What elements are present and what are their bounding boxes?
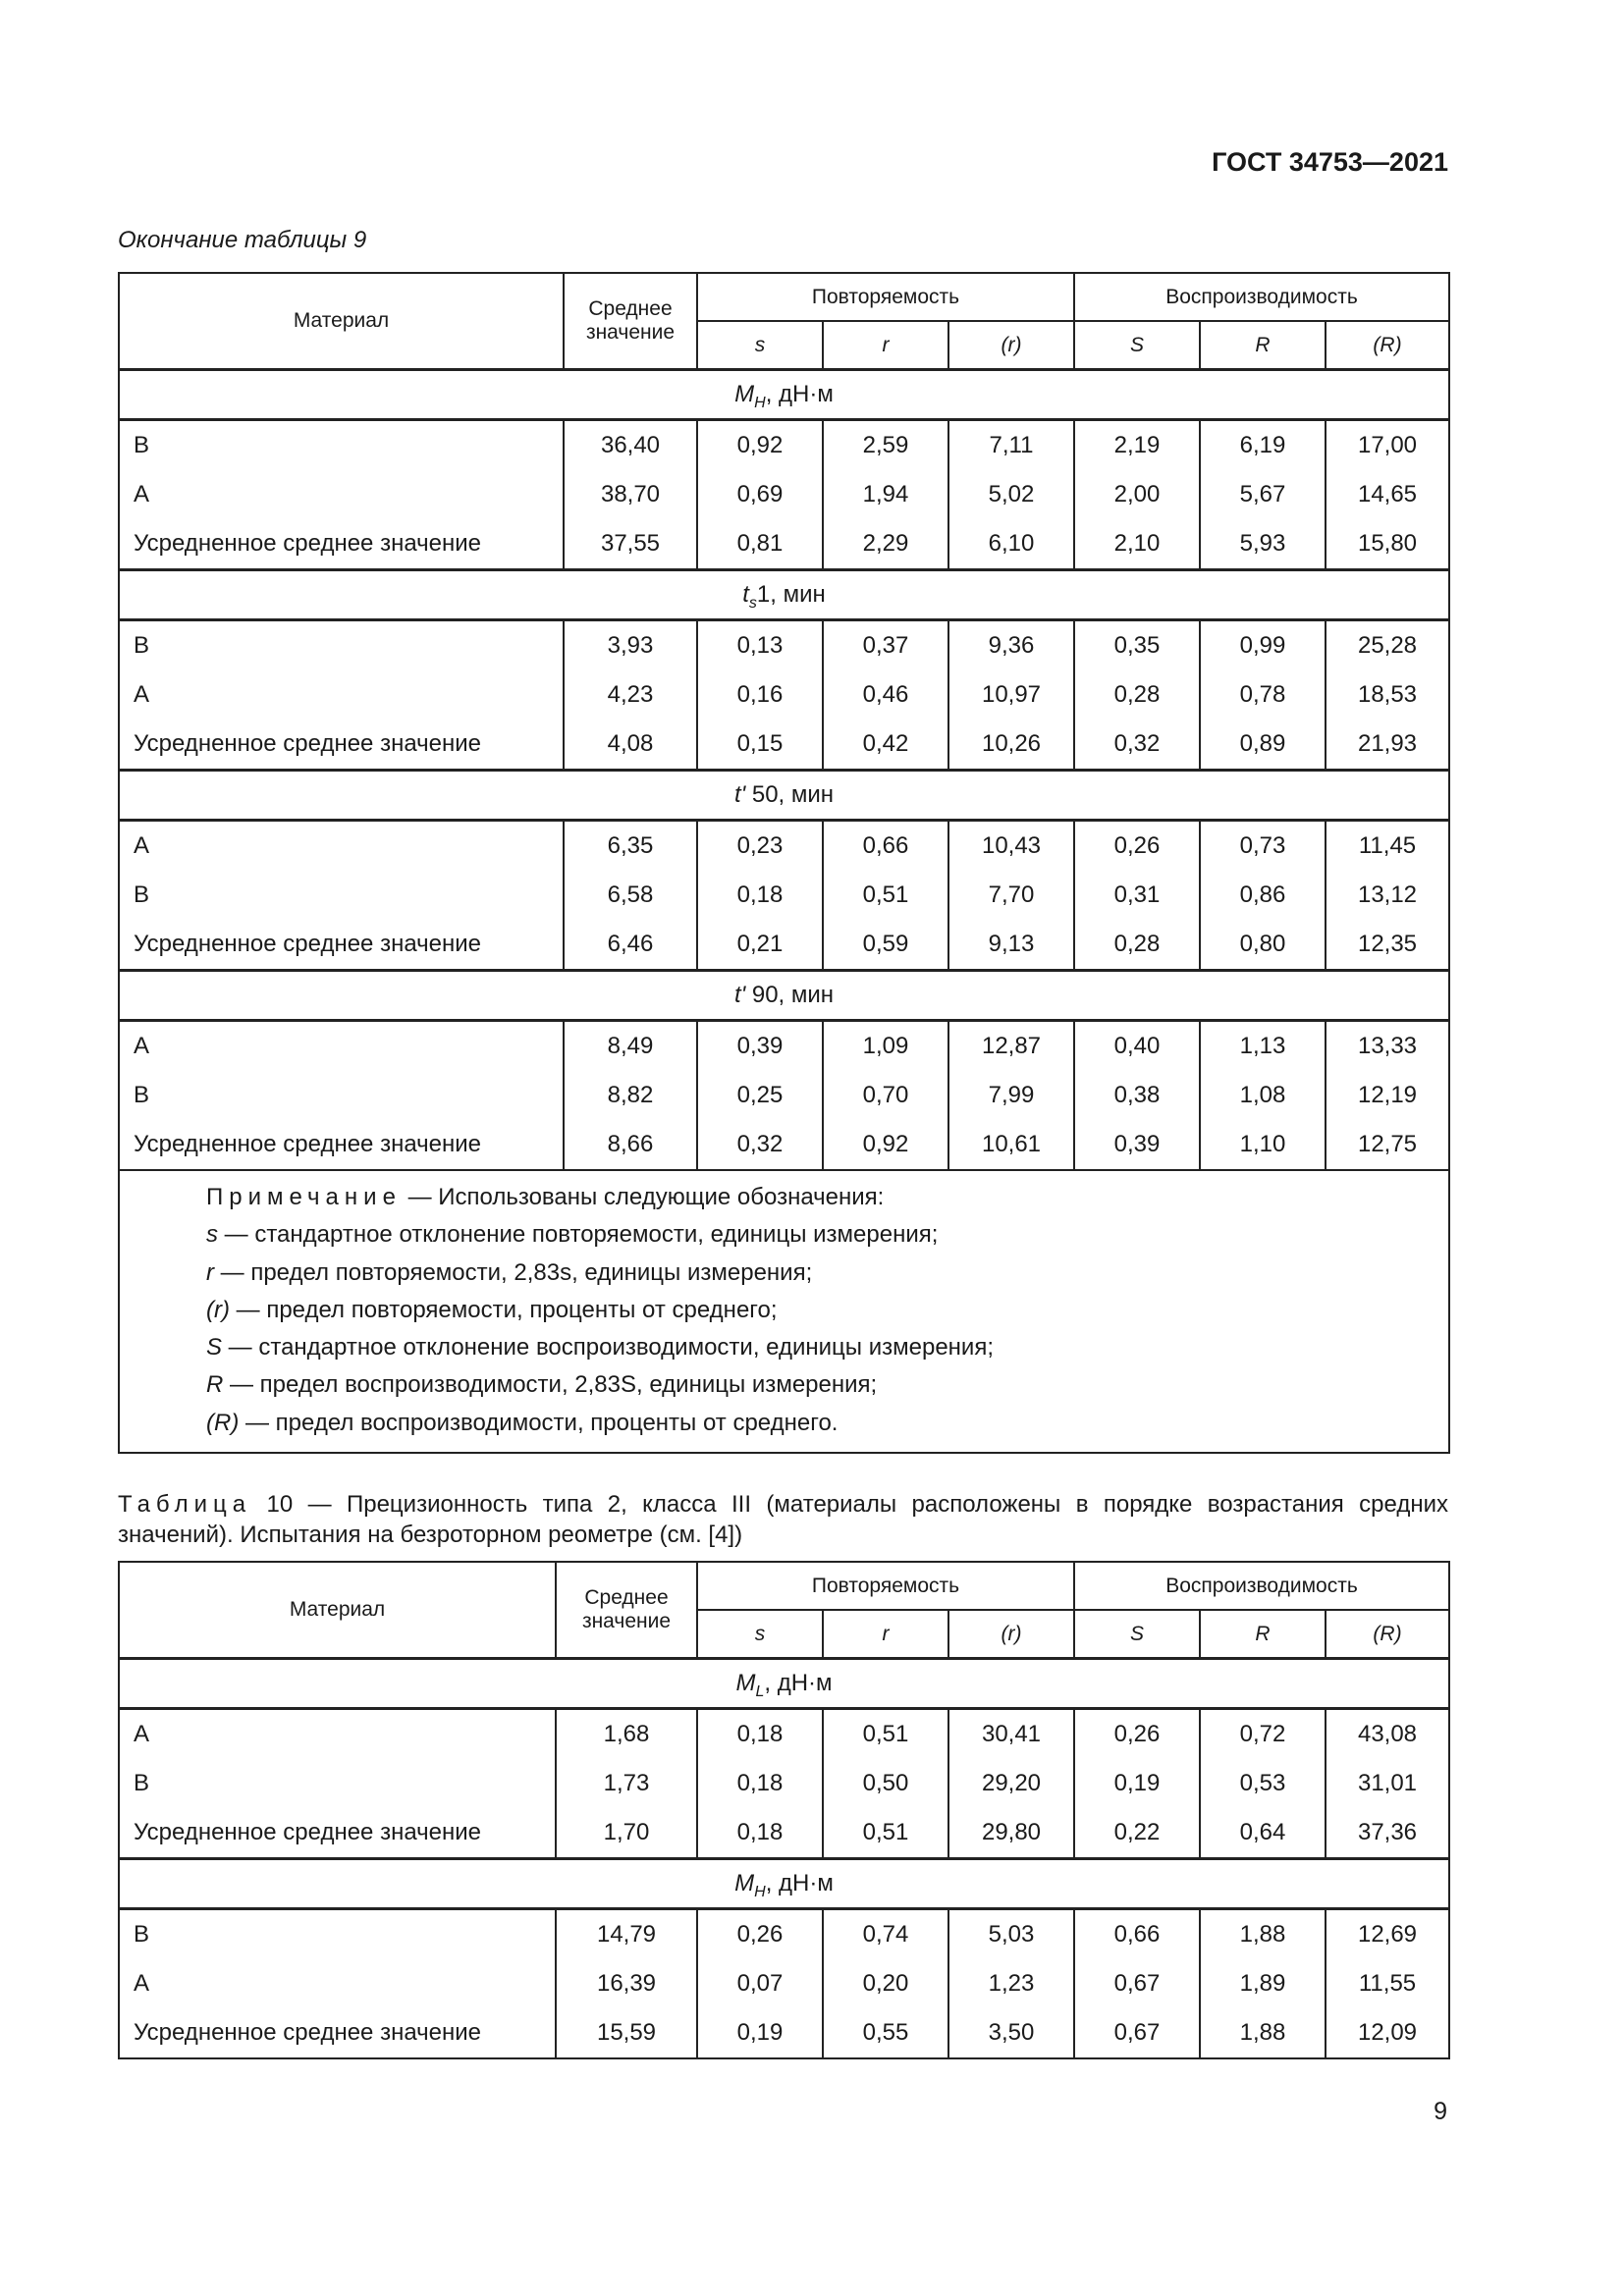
page-number: 9 [1434, 2098, 1447, 2125]
material-cell: А [119, 821, 564, 872]
value-cell: 29,20 [948, 1759, 1074, 1808]
value-cell: 4,23 [564, 670, 697, 720]
section-header: $t_s1$, мин [119, 570, 1449, 620]
col-reproducibility: Воспроизводимость [1074, 1562, 1449, 1610]
section-header: $M_H$, дН·м [119, 1859, 1449, 1909]
value-cell: 2,10 [1074, 519, 1200, 570]
value-cell: 0,51 [823, 871, 948, 920]
value-cell: 0,18 [697, 1759, 823, 1808]
value-cell: 2,19 [1074, 420, 1200, 471]
table-10 [118, 1561, 1450, 2059]
note-item: s — стандартное отклонение повторяемости, единицы измерения; [206, 1221, 939, 1249]
table-row [119, 920, 1449, 971]
col-r: r [823, 1610, 948, 1659]
value-cell: 0,16 [697, 670, 823, 720]
value-cell: 31,01 [1326, 1759, 1449, 1808]
value-cell: 0,72 [1200, 1709, 1326, 1760]
value-cell: 3,50 [948, 2008, 1074, 2058]
value-cell: 43,08 [1326, 1709, 1449, 1760]
col-R: R [1200, 321, 1326, 370]
col-R: R [1200, 1610, 1326, 1659]
value-cell: 0,18 [697, 871, 823, 920]
value-cell: 12,09 [1326, 2008, 1449, 2058]
value-cell: 29,80 [948, 1808, 1074, 1859]
value-cell: 5,67 [1200, 470, 1326, 519]
material-cell: А [119, 1959, 556, 2008]
value-cell: 14,65 [1326, 470, 1449, 519]
value-cell: 0,50 [823, 1759, 948, 1808]
table-row [119, 470, 1449, 519]
section-header: $M_H$, дН·м [119, 370, 1449, 420]
table-row [119, 1709, 1449, 1760]
value-cell: 9,13 [948, 920, 1074, 971]
value-cell: 12,35 [1326, 920, 1449, 971]
value-cell: 0,19 [697, 2008, 823, 2058]
table-row [119, 420, 1449, 471]
note-heading: Примечание — Использованы следующие обозначения: [206, 1184, 885, 1210]
value-cell: 0,69 [697, 470, 823, 519]
col-repeatability: Повторяемость [697, 1562, 1074, 1610]
col-mean: Среднее значение [564, 273, 697, 370]
value-cell: 0,18 [697, 1709, 823, 1760]
value-cell: 3,93 [564, 620, 697, 671]
value-cell: 6,35 [564, 821, 697, 872]
value-cell: 2,59 [823, 420, 948, 471]
value-cell: 0,21 [697, 920, 823, 971]
value-cell: 1,23 [948, 1959, 1074, 2008]
value-cell: 0,46 [823, 670, 948, 720]
value-cell: 5,93 [1200, 519, 1326, 570]
value-cell: 0,28 [1074, 920, 1200, 971]
table10-caption: Таблица 10 — Прецизионность типа 2, класса III (материалы расположены в порядке возрастания средних значений). Испытания на безроторном реометре (см. [4]) [118, 1491, 1448, 1548]
table-row [119, 1759, 1449, 1808]
table-9 [118, 272, 1450, 1454]
material-cell: В [119, 1759, 556, 1808]
value-cell: 1,08 [1200, 1071, 1326, 1120]
col-repeatability: Повторяемость [697, 273, 1074, 321]
material-cell: В [119, 871, 564, 920]
material-cell: А [119, 470, 564, 519]
value-cell: 0,53 [1200, 1759, 1326, 1808]
value-cell: 1,89 [1200, 1959, 1326, 2008]
value-cell: 0,74 [823, 1909, 948, 1960]
value-cell: 6,10 [948, 519, 1074, 570]
col-s: s [697, 1610, 823, 1659]
col-reproducibility: Воспроизводимость [1074, 273, 1449, 321]
value-cell: 15,80 [1326, 519, 1449, 570]
col-s: s [697, 321, 823, 370]
value-cell: 0,99 [1200, 620, 1326, 671]
value-cell: 0,86 [1200, 871, 1326, 920]
value-cell: 0,55 [823, 2008, 948, 2058]
table-row [119, 1120, 1449, 1170]
table9-caption: Окончание таблицы 9 [118, 227, 367, 253]
value-cell: 0,81 [697, 519, 823, 570]
value-cell: 2,29 [823, 519, 948, 570]
col-R-pct: (R) [1326, 1610, 1449, 1659]
value-cell: 0,66 [823, 821, 948, 872]
value-cell: 1,94 [823, 470, 948, 519]
value-cell: 7,70 [948, 871, 1074, 920]
col-r: r [823, 321, 948, 370]
value-cell: 12,69 [1326, 1909, 1449, 1960]
material-cell: Усредненное среднее значение [119, 720, 564, 771]
col-S: S [1074, 1610, 1200, 1659]
value-cell: 10,61 [948, 1120, 1074, 1170]
col-material: Материал [119, 273, 564, 370]
value-cell: 1,88 [1200, 2008, 1326, 2058]
material-cell: В [119, 420, 564, 471]
note-item: S — стандартное отклонение воспроизводимости, единицы измерения; [206, 1334, 994, 1362]
table-row [119, 720, 1449, 771]
value-cell: 1,68 [556, 1709, 697, 1760]
value-cell: 12,75 [1326, 1120, 1449, 1170]
value-cell: 14,79 [556, 1909, 697, 1960]
value-cell: 0,70 [823, 1071, 948, 1120]
value-cell: 0,89 [1200, 720, 1326, 771]
value-cell: 0,39 [697, 1021, 823, 1072]
value-cell: 7,99 [948, 1071, 1074, 1120]
value-cell: 21,93 [1326, 720, 1449, 771]
value-cell: 12,87 [948, 1021, 1074, 1072]
value-cell: 10,97 [948, 670, 1074, 720]
value-cell: 36,40 [564, 420, 697, 471]
material-cell: А [119, 1021, 564, 1072]
value-cell: 0,32 [1074, 720, 1200, 771]
value-cell: 0,19 [1074, 1759, 1200, 1808]
section-header: $M_L$, дН·м [119, 1659, 1449, 1709]
table-row [119, 519, 1449, 570]
value-cell: 7,11 [948, 420, 1074, 471]
value-cell: 0,59 [823, 920, 948, 971]
value-cell: 17,00 [1326, 420, 1449, 471]
value-cell: 0,26 [697, 1909, 823, 1960]
col-material: Материал [119, 1562, 556, 1659]
col-r-pct: (r) [948, 321, 1074, 370]
value-cell: 0,20 [823, 1959, 948, 2008]
value-cell: 8,82 [564, 1071, 697, 1120]
value-cell: 0,40 [1074, 1021, 1200, 1072]
col-r-pct: (r) [948, 1610, 1074, 1659]
col-S: S [1074, 321, 1200, 370]
value-cell: 37,36 [1326, 1808, 1449, 1859]
table-row [119, 1071, 1449, 1120]
value-cell: 0,15 [697, 720, 823, 771]
material-cell: А [119, 670, 564, 720]
value-cell: 0,67 [1074, 2008, 1200, 2058]
value-cell: 0,07 [697, 1959, 823, 2008]
value-cell: 0,31 [1074, 871, 1200, 920]
value-cell: 1,88 [1200, 1909, 1326, 1960]
material-cell: А [119, 1709, 556, 1760]
table-row [119, 1808, 1449, 1859]
value-cell: 0,73 [1200, 821, 1326, 872]
value-cell: 0,64 [1200, 1808, 1326, 1859]
table9-note [119, 1170, 1449, 1453]
table-row [119, 1959, 1449, 2008]
value-cell: 6,46 [564, 920, 697, 971]
value-cell: 0,18 [697, 1808, 823, 1859]
value-cell: 13,33 [1326, 1021, 1449, 1072]
value-cell: 2,00 [1074, 470, 1200, 519]
value-cell: 11,55 [1326, 1959, 1449, 2008]
value-cell: 6,58 [564, 871, 697, 920]
value-cell: 0,39 [1074, 1120, 1200, 1170]
value-cell: 0,78 [1200, 670, 1326, 720]
note-item: (R) — предел воспроизводимости, проценты от среднего. [206, 1409, 839, 1436]
value-cell: 0,26 [1074, 821, 1200, 872]
value-cell: 1,70 [556, 1808, 697, 1859]
section-header: t' 90, мин [119, 971, 1449, 1021]
col-R-pct: (R) [1326, 321, 1449, 370]
material-cell: В [119, 1909, 556, 1960]
value-cell: 10,43 [948, 821, 1074, 872]
value-cell: 0,32 [697, 1120, 823, 1170]
value-cell: 0,26 [1074, 1709, 1200, 1760]
standard-number: ГОСТ 34753—2021 [1212, 147, 1448, 177]
value-cell: 1,10 [1200, 1120, 1326, 1170]
value-cell: 10,26 [948, 720, 1074, 771]
value-cell: 13,12 [1326, 871, 1449, 920]
value-cell: 8,66 [564, 1120, 697, 1170]
value-cell: 0,25 [697, 1071, 823, 1120]
value-cell: 5,02 [948, 470, 1074, 519]
value-cell: 11,45 [1326, 821, 1449, 872]
value-cell: 18,53 [1326, 670, 1449, 720]
value-cell: 0,92 [697, 420, 823, 471]
value-cell: 15,59 [556, 2008, 697, 2058]
value-cell: 6,19 [1200, 420, 1326, 471]
value-cell: 0,38 [1074, 1071, 1200, 1120]
note-item: (r) — предел повторяемости, проценты от среднего; [206, 1296, 778, 1323]
table-row [119, 670, 1449, 720]
material-cell: Усредненное среднее значение [119, 1120, 564, 1170]
value-cell: 1,73 [556, 1759, 697, 1808]
value-cell: 0,13 [697, 620, 823, 671]
material-cell: В [119, 620, 564, 671]
section-header: t' 50, мин [119, 771, 1449, 821]
value-cell: 8,49 [564, 1021, 697, 1072]
material-cell: Усредненное среднее значение [119, 920, 564, 971]
value-cell: 0,92 [823, 1120, 948, 1170]
table-row [119, 821, 1449, 872]
material-cell: Усредненное среднее значение [119, 1808, 556, 1859]
value-cell: 4,08 [564, 720, 697, 771]
value-cell: 16,39 [556, 1959, 697, 2008]
value-cell: 0,22 [1074, 1808, 1200, 1859]
value-cell: 0,51 [823, 1808, 948, 1859]
value-cell: 0,67 [1074, 1959, 1200, 2008]
value-cell: 0,23 [697, 821, 823, 872]
table-row [119, 871, 1449, 920]
table-row [119, 620, 1449, 671]
material-cell: Усредненное среднее значение [119, 519, 564, 570]
value-cell: 1,13 [1200, 1021, 1326, 1072]
note-item: r — предел повторяемости, 2,83s, единицы измерения; [206, 1258, 813, 1286]
value-cell: 25,28 [1326, 620, 1449, 671]
value-cell: 30,41 [948, 1709, 1074, 1760]
material-cell: В [119, 1071, 564, 1120]
note-item: R — предел воспроизводимости, 2,83S, единицы измерения; [206, 1371, 878, 1399]
col-mean: Среднее значение [556, 1562, 697, 1659]
value-cell: 0,42 [823, 720, 948, 771]
value-cell: 38,70 [564, 470, 697, 519]
value-cell: 9,36 [948, 620, 1074, 671]
material-cell: Усредненное среднее значение [119, 2008, 556, 2058]
value-cell: 0,66 [1074, 1909, 1200, 1960]
table-row [119, 1909, 1449, 1960]
value-cell: 0,28 [1074, 670, 1200, 720]
value-cell: 37,55 [564, 519, 697, 570]
table-row [119, 1021, 1449, 1072]
value-cell: 0,80 [1200, 920, 1326, 971]
value-cell: 1,09 [823, 1021, 948, 1072]
table-row [119, 2008, 1449, 2058]
value-cell: 0,51 [823, 1709, 948, 1760]
value-cell: 12,19 [1326, 1071, 1449, 1120]
value-cell: 0,37 [823, 620, 948, 671]
value-cell: 5,03 [948, 1909, 1074, 1960]
value-cell: 0,35 [1074, 620, 1200, 671]
